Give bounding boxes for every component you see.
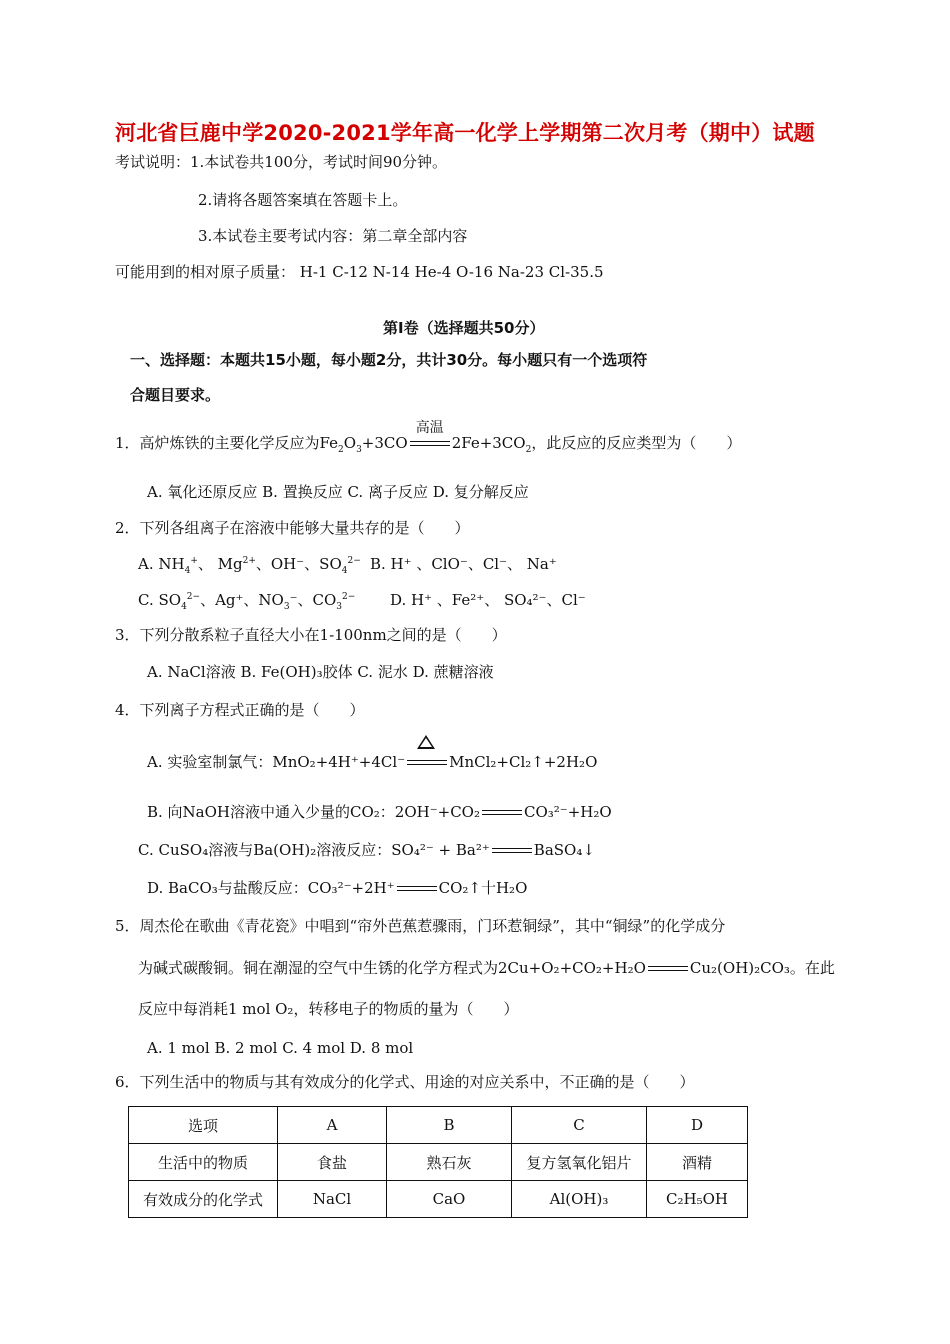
table-cell: 有效成分的化学式 [129,1181,278,1218]
question-5-options: A. 1 mol B. 2 mol C. 4 mol D. 8 mol [147,1039,414,1057]
table-row [129,1144,748,1181]
question-5-line-3: 反应中每消耗1 mol O₂，转移电子的物质的量为（ ） [138,1000,519,1018]
table-cell: 酒精 [647,1144,748,1181]
table-row [129,1107,748,1144]
question-2-option-d: D. H⁺ 、Fe²⁺、 SO₄²⁻、Cl⁻ [390,591,586,609]
question-3-stem: 3．下列分散系粒子直径大小在1-100nm之间的是（ ） [115,626,507,644]
question-6-stem: 6．下列生活中的物质与其有效成分的化学式、用途的对应关系中，不正确的是（ ） [115,1073,695,1091]
question-1-options: A. 氧化还原反应 B. 置换反应 C. 离子反应 D. 复分解反应 [147,483,529,501]
question-2-stem: 2．下列各组离子在溶液中能够大量共存的是（ ） [115,519,470,537]
question-2-option-c: C. $SO_4^{2-}$、Ag⁺、$NO_3^-$、$CO_3^{2-}$ [138,591,356,612]
question-5-line-1: 5．周杰伦在歌曲《青花瓷》中唱到“帘外芭蕉惹骤雨，门环惹铜绿”，其中“铜绿”的化学成分 [115,917,726,935]
table-cell: A [278,1107,387,1144]
reaction-arrow [482,807,522,819]
table-cell: 生活中的物质 [129,1144,278,1181]
table-row [129,1181,748,1218]
section-instructions-2: 合题目要求。 [130,386,221,404]
reaction-arrow-heat [407,757,447,769]
table-cell: 食盐 [278,1144,387,1181]
reaction-arrow [648,963,688,975]
question-4-option-b: B. 向NaOH溶液中通入少量的CO₂：2OH⁻+CO₂ CO₃²⁻+H₂O [147,803,612,821]
table-cell: C [512,1107,647,1144]
table-cell: 熟石灰 [387,1144,512,1181]
question-4-option-c: C. CuSO₄溶液与Ba(OH)₂溶液反应：SO₄²⁻ + Ba²⁺ BaSO₄↓ [138,841,595,859]
reaction-arrow-high-temp: 高温 [410,438,450,450]
section-instructions-1: 一、选择题：本题共15小题，每小题2分，共计30分。每小题只有一个选项符 [130,351,648,369]
table-cell: CaO [387,1181,512,1218]
reaction-arrow [397,883,437,895]
question-6-table [128,1106,748,1218]
question-2-option-b: B. H⁺ 、ClO⁻、Cl⁻、 Na⁺ [370,555,557,573]
table-cell: NaCl [278,1181,387,1218]
table-cell: C₂H₅OH [647,1181,748,1218]
question-4-option-d: D. BaCO₃与盐酸反应：CO₃²⁻+2H⁺ CO₂↑十H₂O [147,879,528,897]
section-title: 第Ⅰ卷（选择题共50分） [383,319,545,337]
page-title: 河北省巨鹿中学2020-2021学年高一化学上学期第二次月考（期中）试题 [115,121,815,145]
table-cell: 选项 [129,1107,278,1144]
question-2-option-a: A. $NH_4^+$、 $Mg^{2+}$、OH⁻、$SO_4^{2-}$ [138,555,361,576]
question-5-line-2: 为碱式碳酸铜。铜在潮湿的空气中生锈的化学方程式为2Cu+O₂+CO₂+H₂O Cu₂(OH)₂CO₃。在此 [138,959,835,977]
question-1-stem: 1．高炉炼铁的主要化学反应为$Fe_2O_3+3CO$ 高温 $2Fe+3CO_2$，此反应的反应类型为（ ） [115,420,742,455]
table-cell: 复方氢氧化铝片 [512,1144,647,1181]
table-cell: B [387,1107,512,1144]
table-cell: D [647,1107,748,1144]
exam-note-2: 2.请将各题答案填在答题卡上。 [198,191,408,209]
question-3-options: A. NaCl溶液 B. Fe(OH)₃胶体 C. 泥水 D. 蔗糖溶液 [147,663,494,681]
heat-triangle-icon [417,735,435,749]
reaction-arrow [492,845,532,857]
table-cell: Al(OH)₃ [512,1181,647,1218]
exam-note-3: 3.本试卷主要考试内容：第二章全部内容 [198,227,468,245]
atomic-mass-list: 可能用到的相对原子质量： H-1 C-12 N-14 He-4 O-16 Na-23 Cl-35.5 [115,263,604,281]
exam-note-1: 考试说明：1.本试卷共100分，考试时间90分钟。 [115,153,448,171]
question-4-stem: 4．下列离子方程式正确的是（ ） [115,701,365,719]
question-4-option-a: A. 实验室制氯气：MnO₂+4H⁺+4Cl⁻ MnCl₂+Cl₂↑+2H₂O [147,752,597,772]
